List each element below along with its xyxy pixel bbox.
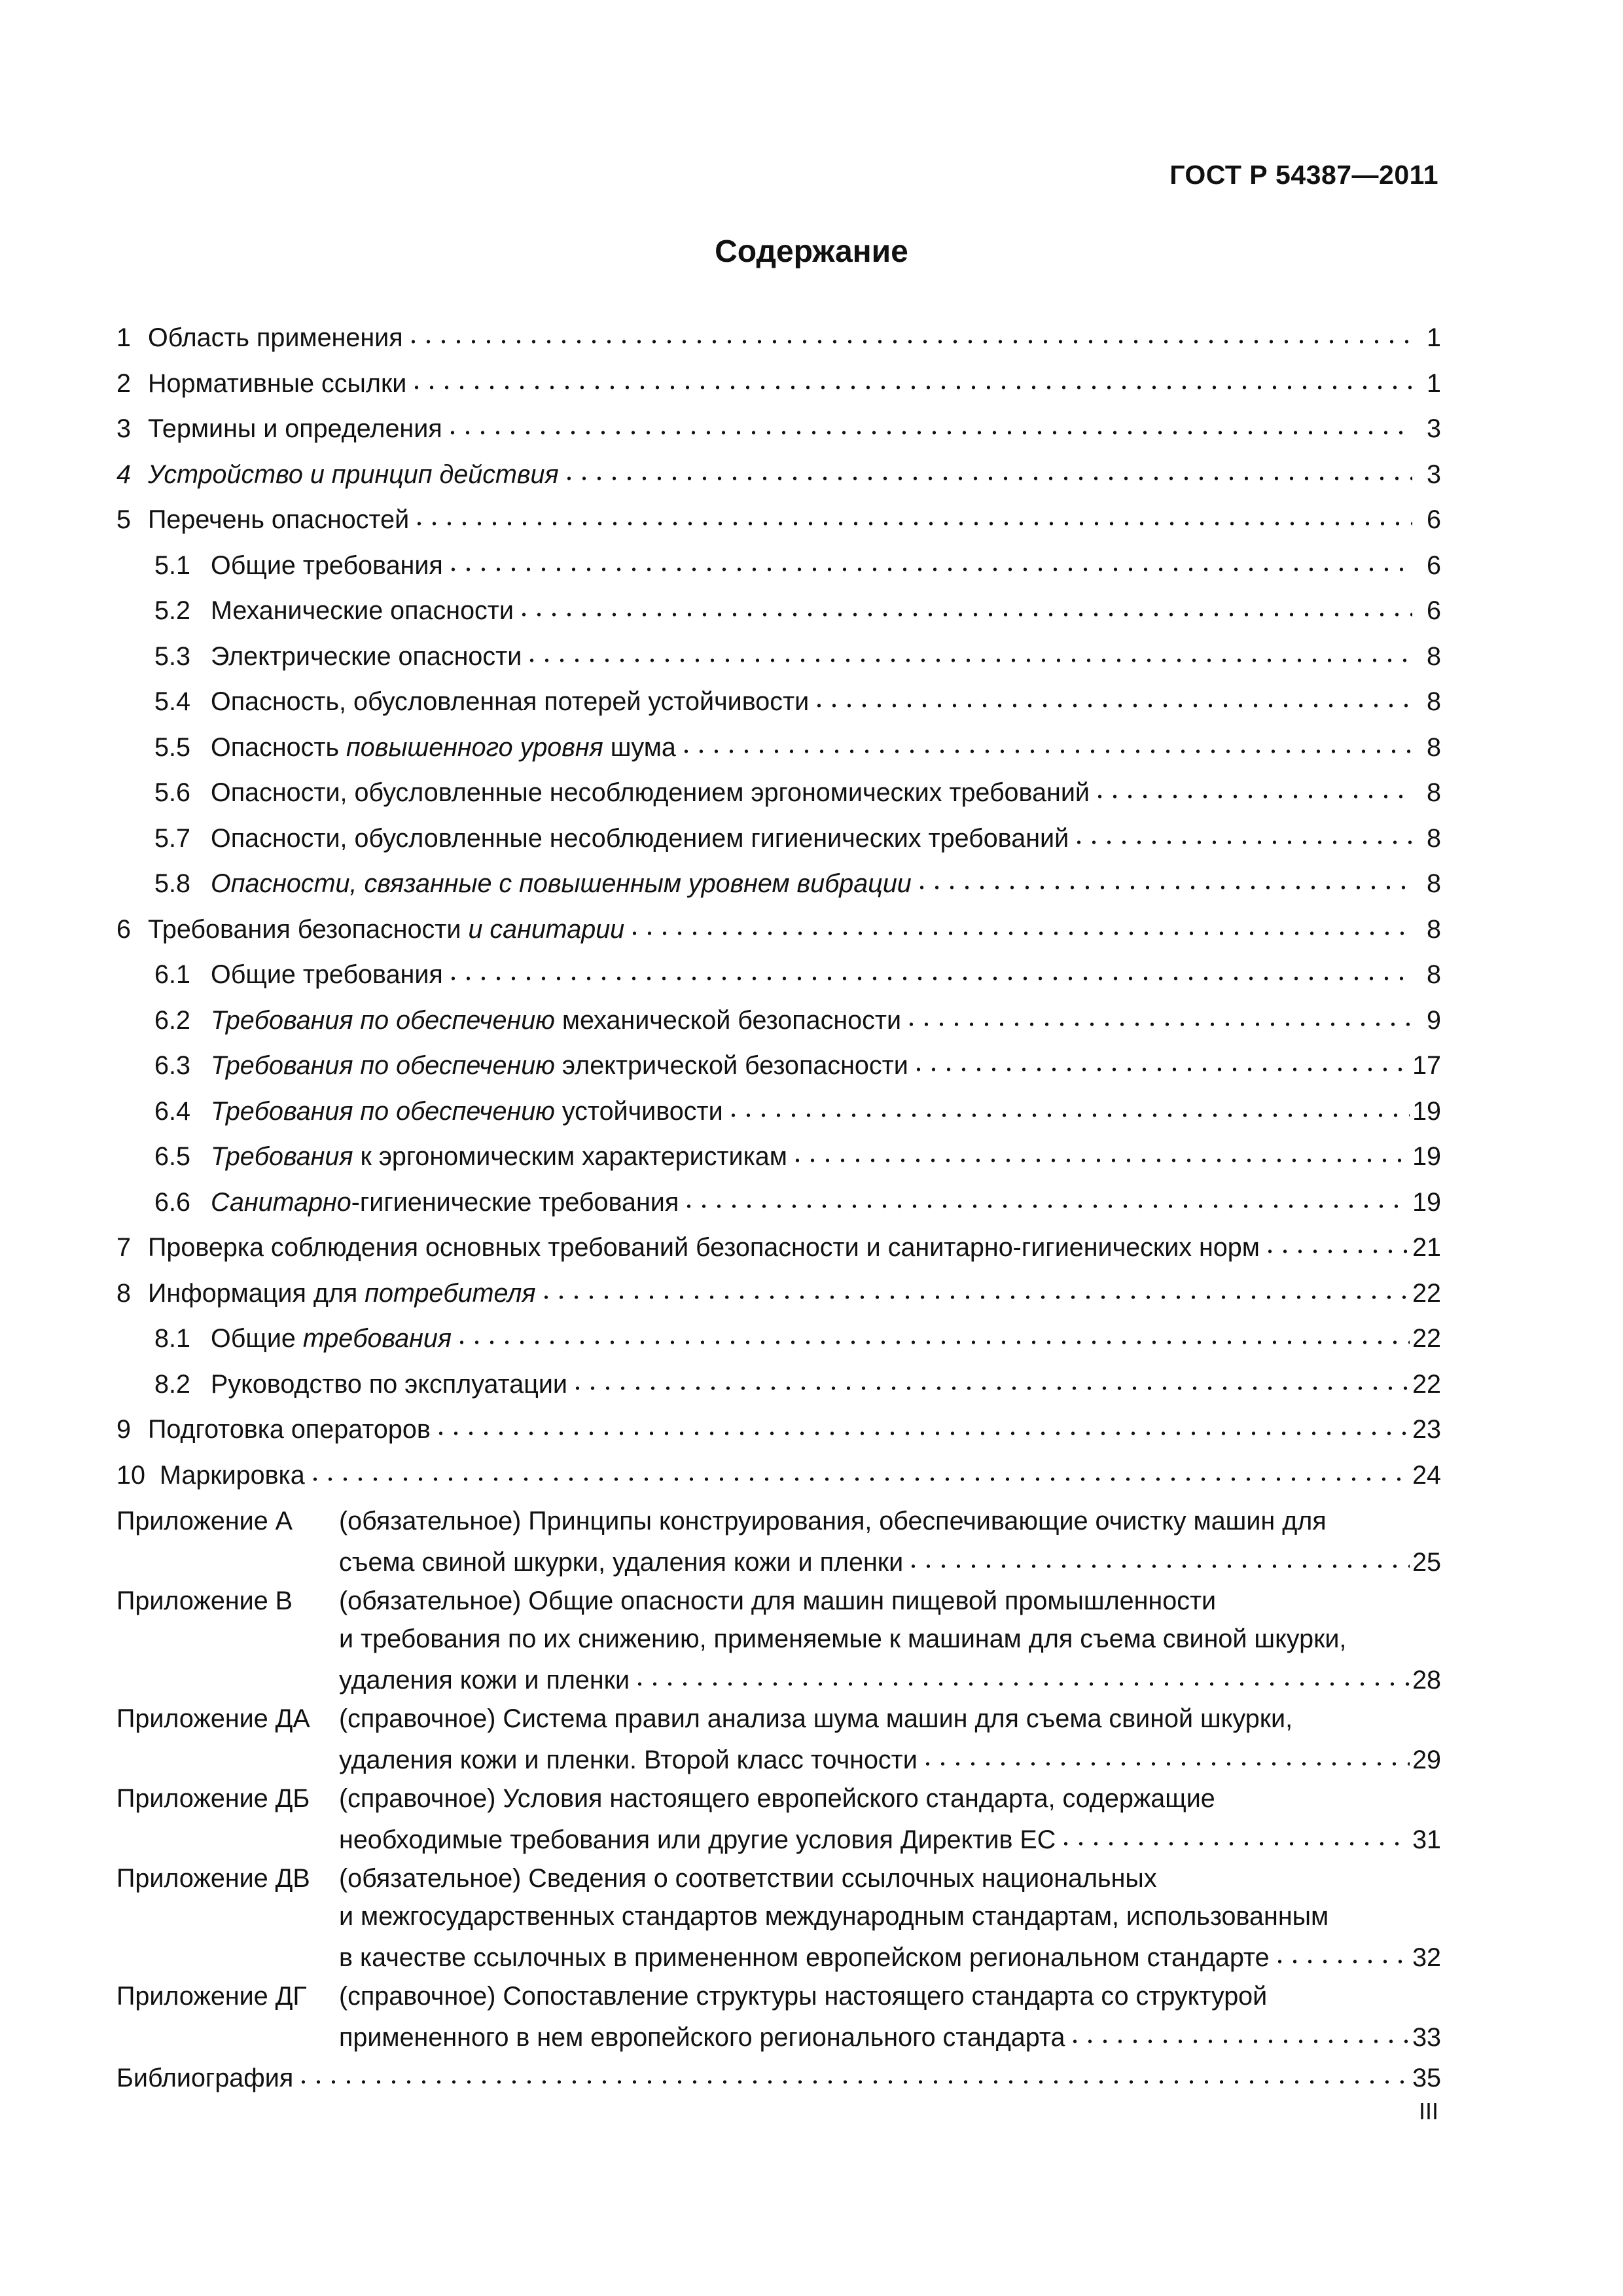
section-title-part: Электрические опасности: [211, 641, 522, 671]
section-title: [148, 1271, 536, 1317]
page-number: 8: [1427, 687, 1441, 717]
dot-leader: [516, 588, 1412, 619]
section-title: [148, 1225, 1260, 1271]
section-number: 8.2: [154, 1369, 190, 1399]
section-title: [211, 998, 901, 1044]
dot-leader: [446, 543, 1412, 574]
section-title-part: Общие требования: [211, 960, 443, 990]
page-number: 8: [1427, 732, 1441, 762]
section-title: [211, 952, 443, 998]
dot-leader: [1058, 1818, 1410, 1848]
appendix-title-line: (обязательное) Сведения о соответствии ссылочных национальных: [339, 1864, 1157, 1893]
section-title-part: Общие требования: [211, 550, 443, 580]
appendix-title: [339, 1700, 1441, 1776]
section-title: [148, 497, 409, 543]
section-title-part: Руководство по эксплуатации: [211, 1369, 567, 1399]
toc-section-row[interactable]: [116, 1407, 1441, 1453]
appendix-title-line: (справочное) Сопоставление структуры настоящего стандарта со структурой: [339, 1982, 1268, 2011]
dot-leader: [627, 907, 1412, 938]
page-number: 29: [1412, 1746, 1441, 1775]
section-number: 10: [116, 1460, 145, 1490]
section-number: 5.6: [154, 778, 190, 808]
page-number: 22: [1412, 1278, 1441, 1308]
section-title-part: потребителя: [365, 1278, 536, 1308]
section-title-part: к эргономическим характеристикам: [353, 1142, 787, 1172]
section-title-part: Перечень опасностей: [148, 505, 410, 535]
section-title-part: электрической безопасности: [554, 1051, 908, 1081]
page-number: 32: [1412, 1943, 1441, 1973]
dot-leader: [812, 679, 1412, 710]
section-title: [211, 1316, 452, 1362]
dot-leader: [906, 1540, 1410, 1571]
page-number: 19: [1412, 1096, 1441, 1126]
section-number: 6: [116, 914, 131, 944]
section-title-part: Устройство и принцип действия: [148, 459, 559, 489]
section-title-part: Опасности, обусловленные несоблюдением эргономических требований: [211, 778, 1090, 808]
section-title-part: Опасности, связанные с повышенным уровнем вибрации: [211, 869, 912, 899]
page-number: 8: [1427, 914, 1441, 944]
section-title-part: Термины и определения: [148, 414, 442, 444]
section-title: [148, 1407, 431, 1453]
appendix-label: Приложение ДВ: [116, 1864, 310, 1893]
dot-leader: [1071, 816, 1412, 847]
appendix-label: Приложение ДГ: [116, 1982, 307, 2011]
section-number: 1: [116, 323, 131, 353]
section-title-part: Подготовка операторов: [148, 1415, 431, 1444]
appendix-label: Приложение ДА: [116, 1704, 310, 1733]
section-title: [148, 452, 559, 498]
dot-leader: [409, 361, 1412, 392]
appendix-title-text: удаления кожи и пленки: [339, 1666, 630, 1695]
section-number: 9: [116, 1415, 131, 1444]
section-title-part: требования: [302, 1324, 452, 1354]
section-number: 5.5: [154, 732, 190, 762]
section-title-part: Механические опасности: [211, 596, 514, 626]
section-title-part: и санитарии: [468, 914, 625, 944]
appendix-title-line: [339, 1738, 1441, 1776]
appendix-title: [339, 1859, 1441, 1973]
toc-section-row[interactable]: [116, 1225, 1441, 1271]
section-title-part: -гигиенические требования: [351, 1187, 679, 1217]
appendix-title-text: в качестве ссылочных в примененном европейском региональном стандарте: [339, 1943, 1270, 1973]
section-number: 5.2: [154, 596, 190, 626]
toc-section-row[interactable]: [116, 452, 1441, 498]
dot-leader: [433, 1407, 1410, 1438]
section-title-part: Маркировка: [160, 1460, 305, 1490]
section-number: 6.1: [154, 960, 190, 990]
dot-leader: [911, 1043, 1410, 1074]
section-title-part: повышенного уровня: [346, 732, 603, 762]
section-title-part: Санитарно: [211, 1187, 351, 1217]
dot-leader: [679, 725, 1412, 756]
section-number: 6.2: [154, 1005, 190, 1035]
section-title: [211, 725, 676, 771]
toc-section-row[interactable]: [116, 406, 1441, 452]
section-number: 6.5: [154, 1142, 190, 1172]
page-number: 8: [1427, 641, 1441, 671]
section-number: 7: [116, 1233, 131, 1263]
toc-subsection-row[interactable]: [116, 725, 1441, 771]
section-number: 6.6: [154, 1187, 190, 1217]
section-title-part: Требования по обеспечению: [211, 1005, 555, 1035]
toc-appendix-entry[interactable]: [116, 1582, 1441, 1696]
appendix-title-text: примененного в нем европейского регионального стандарта: [339, 2023, 1065, 2053]
section-title: [211, 1134, 787, 1180]
section-number: 5.7: [154, 823, 190, 853]
toc-subsection-row[interactable]: [116, 1316, 1441, 1362]
page-number: 24: [1412, 1460, 1441, 1490]
appendix-title: [339, 1780, 1441, 1856]
appendix-title-line: (справочное) Система правил анализа шума машин для съема свиной шкурки,: [339, 1704, 1293, 1733]
toc-appendix-entry[interactable]: [116, 1977, 1441, 2053]
section-title-part: Информация для: [148, 1278, 365, 1308]
section-title-part: Нормативные ссылки: [148, 368, 407, 398]
page-number: 6: [1427, 505, 1441, 535]
dot-leader: [726, 1089, 1410, 1120]
section-title-part: Опасность: [211, 732, 347, 762]
appendix-title-line: (справочное) Условия настоящего европейского стандарта, содержащие: [339, 1784, 1215, 1813]
toc-subsection-row[interactable]: [116, 634, 1441, 680]
toc-appendix-entry[interactable]: [116, 1780, 1441, 1856]
toc-subsection-row[interactable]: [116, 679, 1441, 725]
appendix-title: [339, 1977, 1441, 2053]
dot-leader: [296, 2056, 1410, 2087]
section-number: 8.1: [154, 1324, 190, 1354]
appendix-title: [339, 1582, 1441, 1696]
section-title: [211, 1043, 908, 1089]
dot-leader: [524, 634, 1412, 665]
toc-subsection-row[interactable]: [116, 588, 1441, 634]
section-number: 3: [116, 414, 131, 444]
page-number: 19: [1412, 1142, 1441, 1172]
page-number: 22: [1412, 1369, 1441, 1399]
section-title-part: механической безопасности: [554, 1005, 902, 1035]
section-title-part: Требования: [211, 1142, 353, 1172]
toc-subsection-row[interactable]: [116, 770, 1441, 816]
appendix-title-line: [339, 1658, 1441, 1696]
section-number: 5.3: [154, 641, 190, 671]
document-code: ГОСТ Р 54387—2011: [1169, 160, 1438, 190]
dot-leader: [1092, 770, 1412, 801]
toc-subsection-row[interactable]: [116, 1180, 1441, 1226]
section-title: [211, 543, 443, 589]
page-number: 1: [1427, 323, 1441, 353]
toc-subsection-row[interactable]: [116, 1089, 1441, 1135]
page-number: 22: [1412, 1324, 1441, 1354]
dot-leader: [632, 1658, 1410, 1689]
toc-appendix-entry[interactable]: [116, 1700, 1441, 1776]
page-number: 21: [1412, 1233, 1441, 1263]
toc-subsection-row[interactable]: [116, 1134, 1441, 1180]
section-title: [211, 816, 1069, 862]
page-number-roman: III: [1418, 2098, 1438, 2125]
dot-leader: [1067, 2015, 1410, 2046]
appendix-title-line: (обязательное) Принципы конструирования, обеспечивающие очистку машин для: [339, 1507, 1327, 1535]
page-number: 3: [1427, 459, 1441, 489]
section-title: [148, 406, 442, 452]
dot-leader: [1262, 1225, 1410, 1256]
appendix-title-line: [339, 1818, 1441, 1856]
dot-leader: [920, 1738, 1410, 1768]
section-title-part: Общие: [211, 1324, 303, 1354]
appendix-title-line: и межгосударственных стандартов международным стандартам, использованным: [339, 1902, 1329, 1931]
section-number: 4: [116, 459, 131, 489]
section-title: [211, 1362, 567, 1408]
appendix-label: Приложение А: [116, 1507, 293, 1535]
page-number: 8: [1427, 960, 1441, 990]
page-number: 23: [1412, 1415, 1441, 1444]
toc-bibliography-row[interactable]: [116, 2056, 1441, 2102]
section-title: [211, 634, 522, 680]
section-title: [211, 770, 1090, 816]
section-number: 2: [116, 368, 131, 398]
appendix-label: Приложение ДБ: [116, 1784, 310, 1813]
toc-section-row[interactable]: [116, 361, 1441, 407]
dot-leader: [562, 452, 1412, 483]
appendix-title-line: [339, 2015, 1441, 2053]
section-title: [148, 907, 624, 953]
page-number: 25: [1412, 1548, 1441, 1577]
appendix-title-line: [339, 1540, 1441, 1578]
section-number: 5.8: [154, 869, 190, 899]
section-number: 6.3: [154, 1051, 190, 1081]
section-title-part: Опасности, обусловленные несоблюдением гигиенических требований: [211, 823, 1069, 853]
page-number: 35: [1412, 2064, 1441, 2093]
section-number: 8: [116, 1278, 131, 1308]
toc-appendix-entry[interactable]: [116, 1859, 1441, 1973]
section-title: [160, 1453, 305, 1499]
section-title: [148, 361, 406, 407]
toc-subsection-row[interactable]: [116, 952, 1441, 998]
table-of-contents: [116, 315, 1441, 2102]
section-title-part: Требования безопасности: [148, 914, 469, 944]
toc-section-row[interactable]: [116, 315, 1441, 361]
section-title-part: Область применения: [148, 323, 403, 353]
toc-subsection-row[interactable]: [116, 861, 1441, 907]
page-number: 17: [1412, 1051, 1441, 1081]
section-title: [148, 315, 403, 361]
dot-leader: [446, 952, 1412, 983]
page-number: 6: [1427, 550, 1441, 580]
section-number: 6.4: [154, 1096, 190, 1126]
dot-leader: [790, 1134, 1410, 1165]
section-title-part: устойчивости: [554, 1096, 723, 1126]
page-number: 31: [1412, 1825, 1441, 1855]
dot-leader: [681, 1180, 1410, 1211]
dot-leader: [914, 861, 1412, 892]
dot-leader: [308, 1453, 1410, 1484]
appendix-label: Приложение В: [116, 1587, 293, 1615]
section-number: 5: [116, 505, 131, 535]
section-title-part: шума: [603, 732, 676, 762]
section-title-part: Требования по обеспечению: [211, 1051, 555, 1081]
section-title: [211, 1180, 679, 1226]
appendix-title-line: и требования по их снижению, применяемые к машинам для съема свиной шкурки,: [339, 1624, 1347, 1653]
toc-section-row[interactable]: [116, 497, 1441, 543]
page-number: 28: [1412, 1666, 1441, 1695]
toc-section-row[interactable]: [116, 1271, 1441, 1317]
appendix-title-text: необходимые требования или другие условия Директив ЕС: [339, 1825, 1056, 1855]
toc-heading: Содержание: [715, 234, 908, 269]
bibliography-title: Библиография: [116, 2064, 294, 2093]
page-number: 3: [1427, 414, 1441, 444]
appendix-title: [339, 1502, 1441, 1578]
dot-leader: [406, 315, 1412, 346]
dot-leader: [904, 998, 1412, 1029]
section-title: [211, 588, 514, 634]
section-title-part: Опасность, обусловленная потерей устойчивости: [211, 687, 810, 717]
toc-subsection-row[interactable]: [116, 543, 1441, 589]
section-title-part: Требования по обеспечению: [211, 1096, 555, 1126]
page-number: 9: [1427, 1005, 1441, 1035]
page-number: 8: [1427, 869, 1441, 899]
dot-leader: [412, 497, 1412, 528]
toc-subsection-row[interactable]: [116, 998, 1441, 1044]
section-number: 5.4: [154, 687, 190, 717]
section-number: 5.1: [154, 550, 190, 580]
toc-subsection-row[interactable]: [116, 816, 1441, 862]
toc-subsection-row[interactable]: [116, 1043, 1441, 1089]
appendix-title-text: съема свиной шкурки, удаления кожи и пленки: [339, 1548, 904, 1577]
appendix-title-text: удаления кожи и пленки. Второй класс точности: [339, 1746, 918, 1775]
page-number: 1: [1427, 368, 1441, 398]
dot-leader: [1272, 1935, 1410, 1966]
toc-section-row[interactable]: [116, 907, 1441, 953]
section-title: [211, 1089, 723, 1135]
toc-section-row[interactable]: [116, 1453, 1441, 1499]
dot-leader: [570, 1362, 1410, 1393]
appendix-title-line: [339, 1935, 1441, 1973]
page-number: 8: [1427, 778, 1441, 808]
page-number: 33: [1412, 2023, 1441, 2053]
appendix-title-line: (обязательное) Общие опасности для машин пищевой промышленности: [339, 1587, 1217, 1615]
page-number: 8: [1427, 823, 1441, 853]
section-title-part: Проверка соблюдения основных требований безопасности и санитарно-гигиенических норм: [148, 1233, 1260, 1263]
dot-leader: [445, 406, 1412, 437]
page-number: 19: [1412, 1187, 1441, 1217]
section-title: [211, 861, 912, 907]
page-number: 6: [1427, 596, 1441, 626]
dot-leader: [454, 1316, 1410, 1347]
toc-subsection-row[interactable]: [116, 1362, 1441, 1408]
section-title: [211, 679, 809, 725]
toc-appendix-entry[interactable]: [116, 1502, 1441, 1578]
dot-leader: [539, 1271, 1410, 1302]
